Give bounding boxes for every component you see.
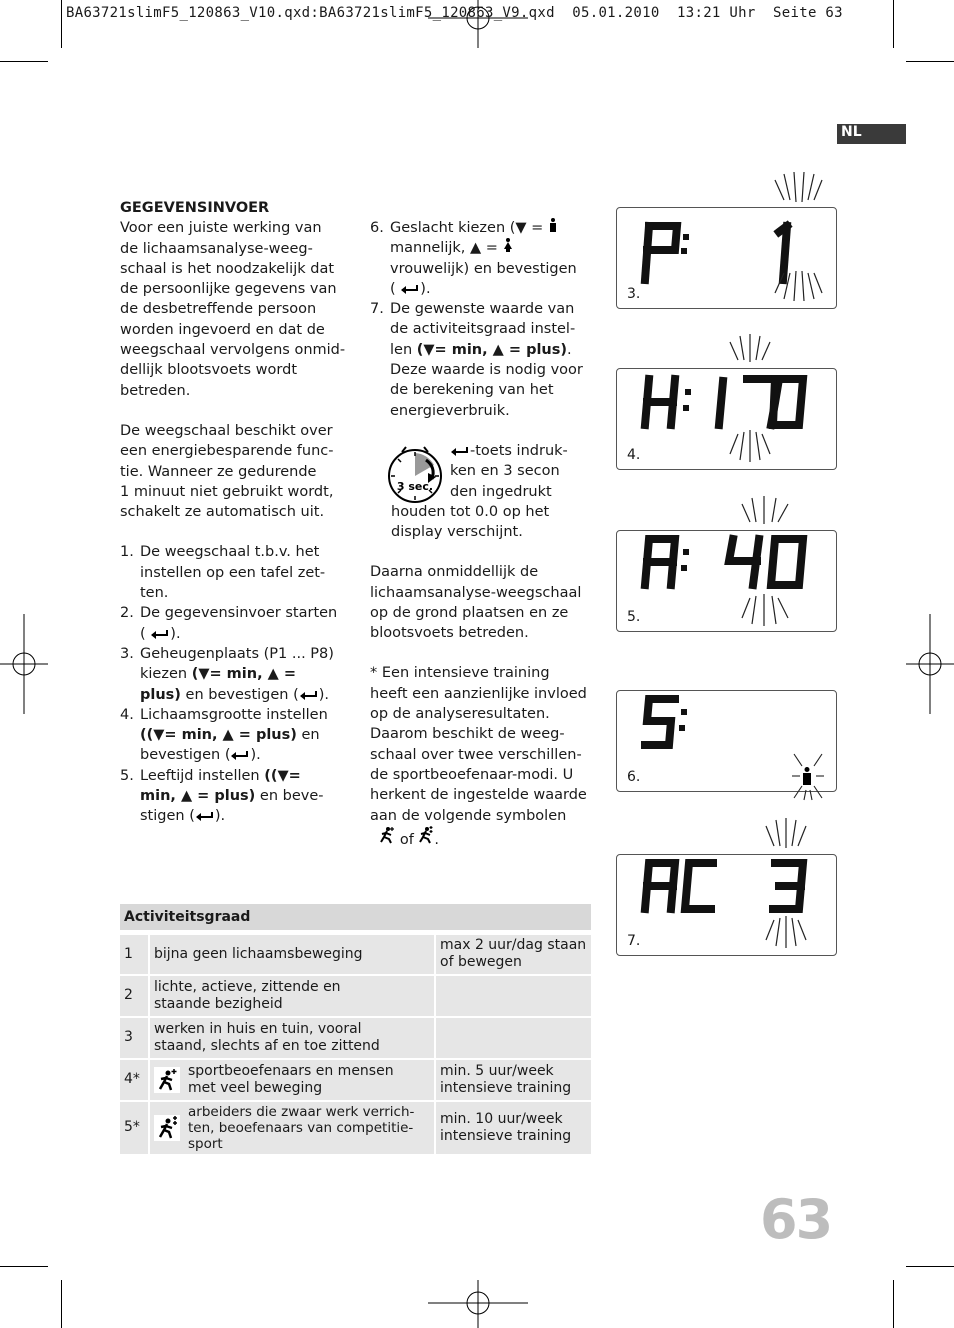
print-header: BA63721slimF5_120863_V10.qxd:BA63721slimF5_120863_V9.qxd 05.01.2010 13:21 Uhr Seite 63 bbox=[66, 5, 843, 21]
crop-mark bbox=[906, 61, 954, 62]
crop-mark bbox=[906, 1266, 954, 1267]
blink-rays-icon bbox=[736, 588, 796, 628]
table-row: 3 werken in huis en tuin, vooral staand, slechts af en toe zittend bbox=[120, 1017, 591, 1059]
section-heading: GEGEVENSINVOER bbox=[120, 200, 270, 216]
table-title: Activiteitsgraad bbox=[120, 904, 591, 933]
crop-mark bbox=[61, 0, 62, 48]
step-6: 6. Geslacht kiezen (▼ = mannelijk, ▲ = vrouwelijk) en bevestigen ( ). bbox=[370, 220, 577, 297]
male-icon bbox=[548, 218, 558, 232]
blink-rays-icon bbox=[726, 424, 776, 464]
blink-rays-icon bbox=[790, 750, 826, 802]
enter-key-icon bbox=[299, 690, 319, 700]
sport-mode-2-icon bbox=[418, 826, 434, 844]
step-2: 2. De gegevensinvoer starten ( ). bbox=[120, 605, 338, 642]
blink-rays-icon bbox=[760, 816, 814, 852]
registration-mark-left bbox=[0, 614, 48, 714]
crop-mark bbox=[893, 0, 894, 48]
blink-rays-icon bbox=[760, 910, 814, 950]
crop-mark bbox=[0, 61, 48, 62]
enter-key-icon bbox=[400, 284, 420, 294]
registration-mark-bottom bbox=[428, 1280, 528, 1328]
footnote-paragraph: * Een intensieve training heeft een aanzienlijke invloed op de analyseresultaten. Daarom beschikt de weeg- schaal over twee verschillen- de sportbeoefenaar-modi. U herkent de ingestelde waarde aan de volgende symbolen of . bbox=[370, 665, 587, 848]
enter-key-icon bbox=[230, 750, 250, 760]
sport-mode-1-icon bbox=[379, 826, 395, 844]
table-row: 2 lichte, actieve, zittende en staande bezigheid bbox=[120, 975, 591, 1017]
lcd-label: 5. bbox=[627, 609, 641, 625]
step-5: 5. Leeftijd instellen ((▼= min, ▲ = plus) en beve- stigen ( ). bbox=[120, 767, 324, 825]
sport-mode-1-icon bbox=[154, 1067, 180, 1093]
page-number: 63 bbox=[760, 1188, 832, 1251]
lcd-display-5 bbox=[616, 530, 837, 632]
after-paragraph: Daarna onmiddellijk de lichaamsanalyse-weegschaal op de grond plaatsen en ze blootsvoets betreden. bbox=[370, 564, 582, 642]
crop-mark bbox=[893, 1280, 894, 1328]
blink-rays-icon bbox=[736, 494, 796, 528]
timer-label: 3 sec. bbox=[396, 479, 434, 493]
registration-mark-right bbox=[906, 614, 954, 714]
female-icon bbox=[503, 238, 513, 252]
step-3: 3. Geheugenplaats (P1 ... P8) kiezen (▼= min, ▲ = plus) en bevestigen ( ). bbox=[120, 645, 334, 703]
hold-instruction: 3 sec. -toets indruk- ken en 3 secon den ingedrukt houden tot 0.0 op het bbox=[370, 441, 596, 522]
language-tab: NL bbox=[837, 124, 906, 144]
lcd-label: 3. bbox=[627, 286, 641, 302]
stopwatch-icon bbox=[386, 445, 444, 503]
left-column bbox=[120, 198, 360, 827]
step-4: 4. Lichaamsgrootte instellen ((▼= min, ▲ = plus) en bevestigen ( ). bbox=[120, 706, 328, 764]
activity-level-table bbox=[120, 904, 591, 1156]
lcd-label: 6. bbox=[627, 769, 641, 785]
blink-rays-icon bbox=[726, 332, 776, 366]
enter-key-icon bbox=[195, 811, 215, 821]
step-1: 1. De weegschaal t.b.v. het instellen op een tafel zet- ten. bbox=[120, 544, 326, 602]
sport-mode-2-icon bbox=[154, 1115, 180, 1141]
enter-key-icon bbox=[150, 629, 170, 639]
enter-key-icon bbox=[450, 446, 470, 456]
lcd-label: 4. bbox=[627, 447, 641, 463]
blink-rays-icon bbox=[770, 170, 830, 208]
table-row: 4* sportbeoefenaars en mensen met veel beweging min. 5 uur/week intensieve training bbox=[120, 1059, 591, 1101]
lcd-label: 7. bbox=[627, 933, 641, 949]
crop-mark bbox=[0, 1266, 48, 1267]
intro-paragraph: Voor een juiste werking van de lichaamsanalyse-weeg- schaal is het noodzakelijk dat de persoonlijke gegevens van de desbetreffende persoon worden ingevoerd en dat de weegschaal vervolgens onmid- dellijk blootsvoets wordt betreden. bbox=[120, 220, 346, 399]
blink-rays-icon bbox=[770, 265, 830, 303]
table-row: 1 bijna geen lichaamsbeweging max 2 uur/dag staan of bewegen bbox=[120, 933, 591, 975]
step-7: 7. De gewenste waarde van de activiteitsgraad instel- len (▼= min, ▲ = plus). Deze waarde is nodig voor de berekening van het energieverbruik. bbox=[370, 301, 583, 419]
table-row: 5* arbeiders die zwaar werk verrich- ten, beoefenaars van competitie- sport min. 10 uur/week intensieve training bbox=[120, 1101, 591, 1155]
middle-column: 6. Geslacht kiezen (▼ = mannelijk, ▲ = vrouwelijk) en bevestigen ( ). 7. De gewenste waarde van de activiteitsgraad instel- len (▼= min, ▲ = plus). Deze waarde is nodig voor de berekening van het energieverbruik. 3 sec. -toets indruk- ken en 3 secon den ingedrukt houden tot 0.0 op het display verschijnt. Daarna onmiddellijk de lichaamsanalyse-weegschaal op de grond plaatsen en ze blootsvoets betreden. * Een intensieve training heeft een aanzienlijke invloed op de analyseresultaten. Daarom beschikt de weeg- schaal over twee verschillen- de sportbeoefenaar-modi. U herkent de ingestelde waarde aan de volgende symbolen of . bbox=[370, 218, 596, 850]
crop-mark bbox=[61, 1280, 62, 1328]
energy-paragraph: De weegschaal beschikt over een energiebesparende func- tie. Wanneer ze gedurende 1 minuut niet gebruikt wordt, schakelt ze automatisch uit. bbox=[120, 422, 334, 521]
